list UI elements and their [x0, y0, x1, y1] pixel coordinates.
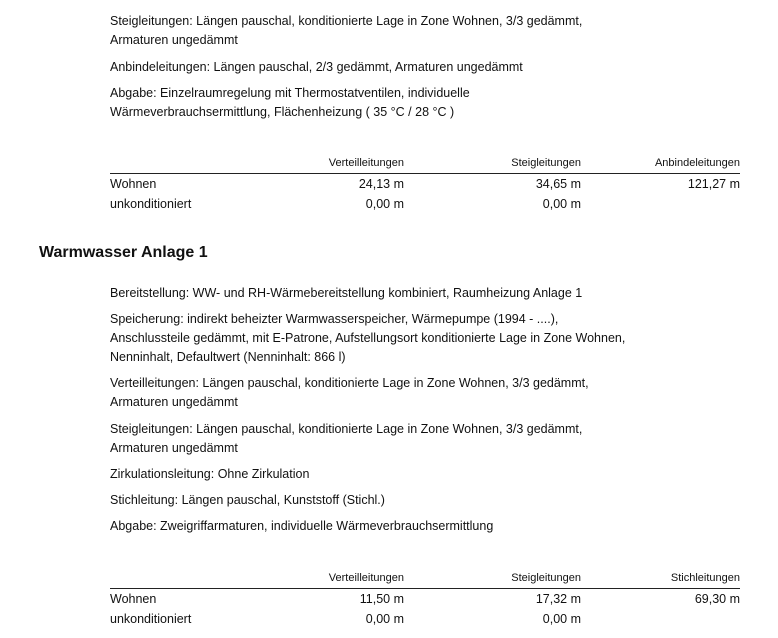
ww-verteilleitungen: [110, 374, 710, 412]
table-header-cell: [110, 155, 280, 174]
text-line: Verteilleitungen: Längen pauschal, konditionierte Lage in Zone Wohnen, 3/3 gedämmt,: [110, 376, 589, 390]
table-cell: 11,50 m: [359, 592, 404, 606]
table-header-cell: Steigleitungen: [404, 155, 581, 174]
table-cell: 121,27 m: [687, 177, 740, 191]
table-cell: 17,32 m: [535, 592, 581, 606]
ww-stichleitung: [110, 491, 710, 510]
table-header-cell: [110, 570, 280, 589]
table-cell: [581, 609, 740, 629]
table-row: [110, 589, 740, 610]
table-cell: 0,00 m: [365, 612, 404, 626]
text-line: Armaturen ungedämmt: [110, 33, 238, 47]
table-cell: Wohnen: [110, 177, 157, 191]
table-header-cell: Verteilleitungen: [280, 155, 404, 174]
ww-steigleitungen: [110, 420, 710, 458]
ww-abgabe: [110, 517, 710, 536]
warmwasser-leitungen-table: [110, 570, 740, 629]
table-cell: Wohnen: [110, 592, 157, 606]
table-cell: unkonditioniert: [110, 612, 192, 626]
table-cell: 34,65 m: [535, 177, 581, 191]
table-cell: unkonditioniert: [110, 197, 192, 211]
table-row: [110, 174, 740, 195]
table-cell: [581, 194, 740, 214]
table-header-row: [110, 570, 740, 589]
ww-speicherung: [110, 310, 710, 367]
text-line: Zirkulationsleitung: Ohne Zirkulation: [110, 467, 310, 481]
text-line: Stichleitung: Längen pauschal, Kunststoff (Stichl.): [110, 493, 385, 507]
text-line: Anschlussteile gedämmt, mit E-Patrone, Aufstellungsort konditionierte Lage in Zone Wohnen,: [110, 331, 626, 345]
heizung-anbindeleitungen: [110, 58, 710, 77]
table-header-row: [110, 155, 740, 174]
table-cell: 24,13 m: [358, 177, 404, 191]
heizung-abgabe: [110, 84, 710, 122]
table-header-cell: Verteilleitungen: [280, 570, 404, 589]
ww-zirkulationsleitung: [110, 465, 710, 484]
text-line: Armaturen ungedämmt: [110, 441, 238, 455]
text-line: Steigleitungen: Längen pauschal, konditionierte Lage in Zone Wohnen, 3/3 gedämmt,: [110, 422, 583, 436]
table-cell: 69,30 m: [694, 592, 740, 606]
table-cell: 0,00 m: [542, 612, 581, 626]
table-header-cell: Steigleitungen: [404, 570, 581, 589]
text-line: Armaturen ungedämmt: [110, 395, 238, 409]
table-cell: 0,00 m: [542, 197, 581, 211]
text-line: Steigleitungen: Längen pauschal, konditionierte Lage in Zone Wohnen, 3/3 gedämmt,: [110, 14, 583, 28]
text-line: Abgabe: Zweigriffarmaturen, individuelle Wärmeverbrauchsermittlung: [110, 519, 494, 533]
heizung-leitungen-table: [110, 155, 740, 214]
table-header-cell: Anbindeleitungen: [581, 155, 740, 174]
text-line: Nenninhalt, Defaultwert (Nenninhalt: 866 l): [110, 350, 346, 364]
text-line: Wärmeverbrauchsermittlung, Flächenheizung ( 35 °C / 28 °C ): [110, 105, 455, 119]
text-line: Abgabe: Einzelraumregelung mit Thermostatventilen, individuelle: [110, 86, 470, 100]
text-line: Anbindeleitungen: Längen pauschal, 2/3 gedämmt, Armaturen ungedämmt: [110, 60, 523, 74]
text-line: Speicherung: indirekt beheizter Warmwasserspeicher, Wärmepumpe (1994 - ....),: [110, 312, 559, 326]
ww-bereitstellung: [110, 284, 710, 303]
table-row: [110, 194, 740, 214]
section-title: Warmwasser Anlage 1: [39, 244, 208, 261]
table-row: [110, 609, 740, 629]
table-header-cell: Stichleitungen: [581, 570, 740, 589]
text-line: Bereitstellung: WW- und RH-Wärmebereitstellung kombiniert, Raumheizung Anlage 1: [110, 286, 583, 300]
table-cell: 0,00 m: [365, 197, 404, 211]
heizung-steigleitungen: [110, 12, 710, 50]
